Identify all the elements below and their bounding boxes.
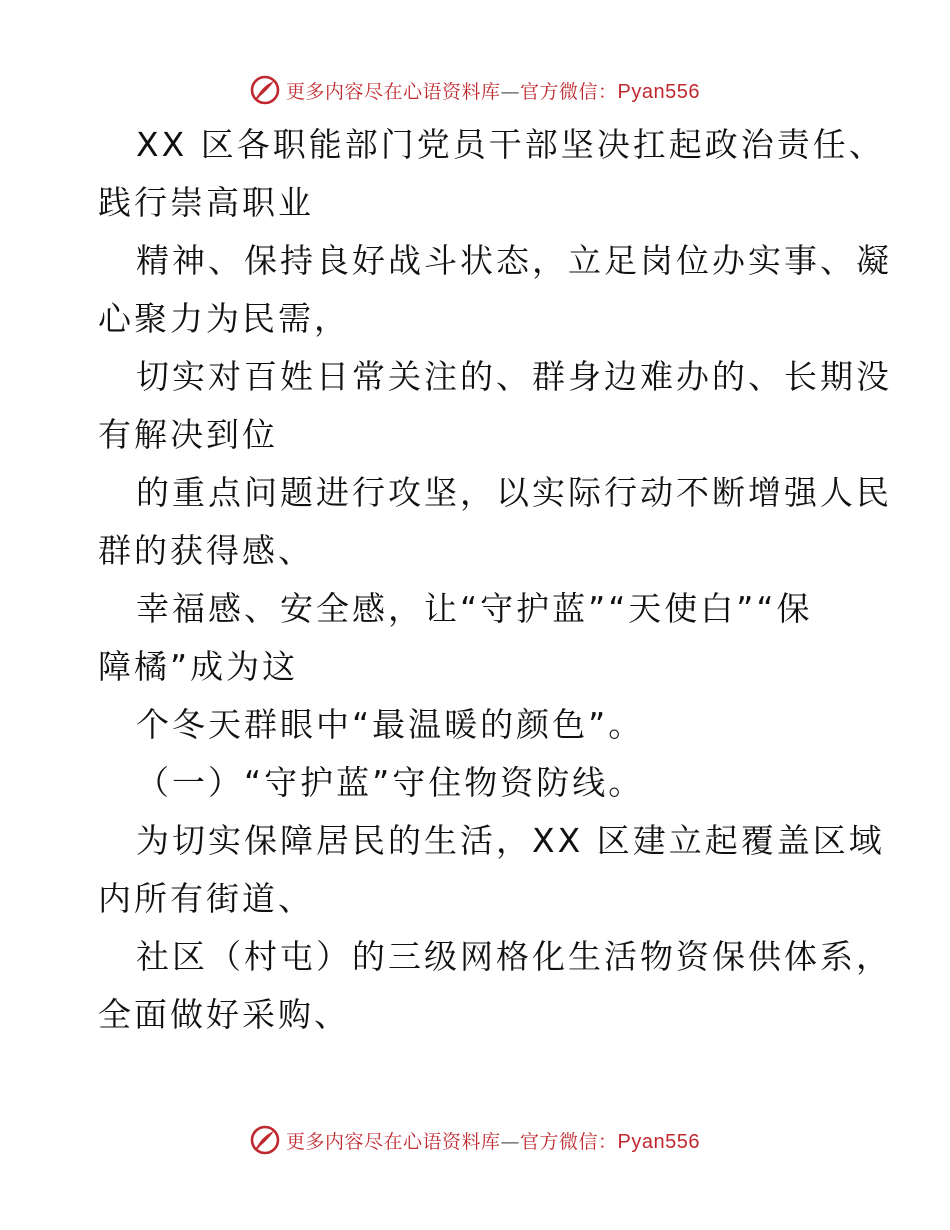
watermark-text [286,1127,700,1154]
watermark-text [286,77,700,104]
watermark-main: 更多内容尽在心语资料库 [286,80,501,103]
body-line: 群的获得感、 [98,531,314,570]
watermark-group [250,75,700,105]
body-line: 的重点问题进行攻坚，以实际行动不断增强人民 [136,473,892,512]
body-line: 全面做好采购、 [98,995,350,1034]
section-heading: （一）“守护蓝”守住物资防线。 [136,763,645,802]
watermark-group [250,1125,700,1155]
watermark-main: 更多内容尽在心语资料库 [286,1130,501,1153]
header-watermark [0,70,950,110]
body-line: 践行崇高职业 [98,183,314,222]
brush-logo-icon [250,1125,280,1155]
watermark-separator: — [500,80,521,103]
body-line: 社区（村屯）的三级网格化生活物资保供体系， [136,937,892,976]
body-line: 心聚力为民需， [98,299,350,338]
watermark-separator: — [500,1130,521,1153]
document-body [98,116,892,1044]
body-line: 障橘”成为这 [98,647,299,686]
body-line: 切实对百姓日常关注的、群身边难办的、长期没 [136,357,892,396]
body-line: XX 区各职能部门党员干部坚决扛起政治责任、 [136,125,885,164]
body-line: 幸福感、安全感，让“守护蓝”“天使白”“保 [136,589,813,628]
watermark-wechat-id: Pyan556 [617,80,700,103]
body-line: 个冬天群眼中“最温暖的颜色”。 [136,705,645,744]
brush-logo-icon [250,75,280,105]
watermark-wechat-label: 官方微信： [520,80,618,103]
body-line: 为切实保障居民的生活，XX 区建立起覆盖区域 [136,821,885,860]
body-line: 有解决到位 [98,415,278,454]
body-line: 精神、保持良好战斗状态，立足岗位办实事、凝 [136,241,892,280]
watermark-wechat-label: 官方微信： [520,1130,618,1153]
watermark-wechat-id: Pyan556 [617,1130,700,1153]
body-line: 内所有街道、 [98,879,314,918]
footer-watermark [0,1120,950,1160]
